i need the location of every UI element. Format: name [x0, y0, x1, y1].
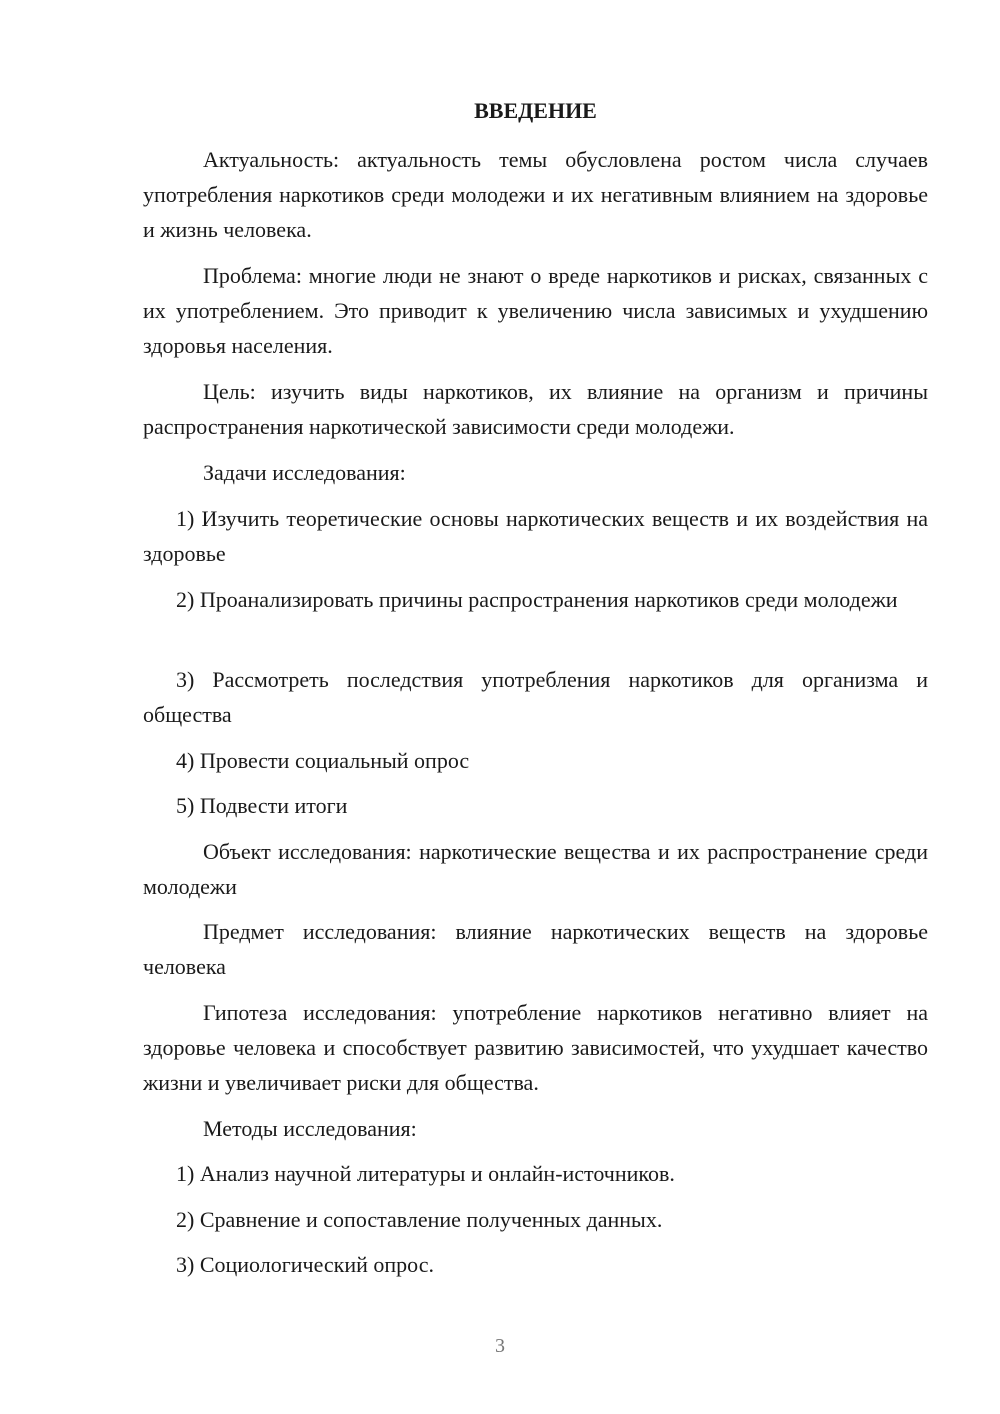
page-title: ВВЕДЕНИЕ: [474, 98, 597, 123]
task-item-2: 2) Проанализировать причины распространения наркотиков среди молодежи: [176, 587, 898, 612]
object-paragraph: Объект исследования: наркотические вещества и их распространение среди молодежи: [143, 839, 928, 899]
method-item-1: 1) Анализ научной литературы и онлайн-источников.: [176, 1161, 675, 1186]
hypothesis-paragraph: Гипотеза исследования: употребление наркотиков негативно влияет на здоровье человека и способствует развитию зависимостей, что ухудшает качество жизни и увеличивает риски для общества.: [143, 1000, 928, 1095]
task-item-1: 1) Изучить теоретические основы наркотических веществ и их воздействия на здоровье: [143, 506, 928, 566]
tasks-heading: Задачи исследования:: [203, 460, 406, 485]
page-number: 3: [495, 1335, 505, 1357]
problem-paragraph: Проблема: многие люди не знают о вреде наркотиков и рисках, связанных с их употреблением. Это приводит к увеличению числа зависимых и ухудшению здоровья населения.: [143, 263, 928, 358]
methods-heading: Методы исследования:: [203, 1116, 417, 1141]
goal-paragraph: Цель: изучить виды наркотиков, их влияние на организм и причины распространения наркотической зависимости среди молодежи.: [143, 379, 928, 439]
task-item-5: 5) Подвести итоги: [176, 793, 348, 818]
method-item-2: 2) Сравнение и сопоставление полученных данных.: [176, 1207, 663, 1232]
subject-paragraph: Предмет исследования: влияние наркотических веществ на здоровье человека: [143, 919, 928, 979]
task-item-3: 3) Рассмотреть последствия употребления наркотиков для организма и общества: [143, 667, 928, 727]
method-item-3: 3) Социологический опрос.: [176, 1252, 434, 1277]
task-item-4: 4) Провести социальный опрос: [176, 748, 470, 773]
relevance-paragraph: Актуальность: актуальность темы обусловлена ростом числа случаев употребления наркотиков среди молодежи и их негативным влиянием на здоровье и жизнь человека.: [143, 147, 928, 242]
